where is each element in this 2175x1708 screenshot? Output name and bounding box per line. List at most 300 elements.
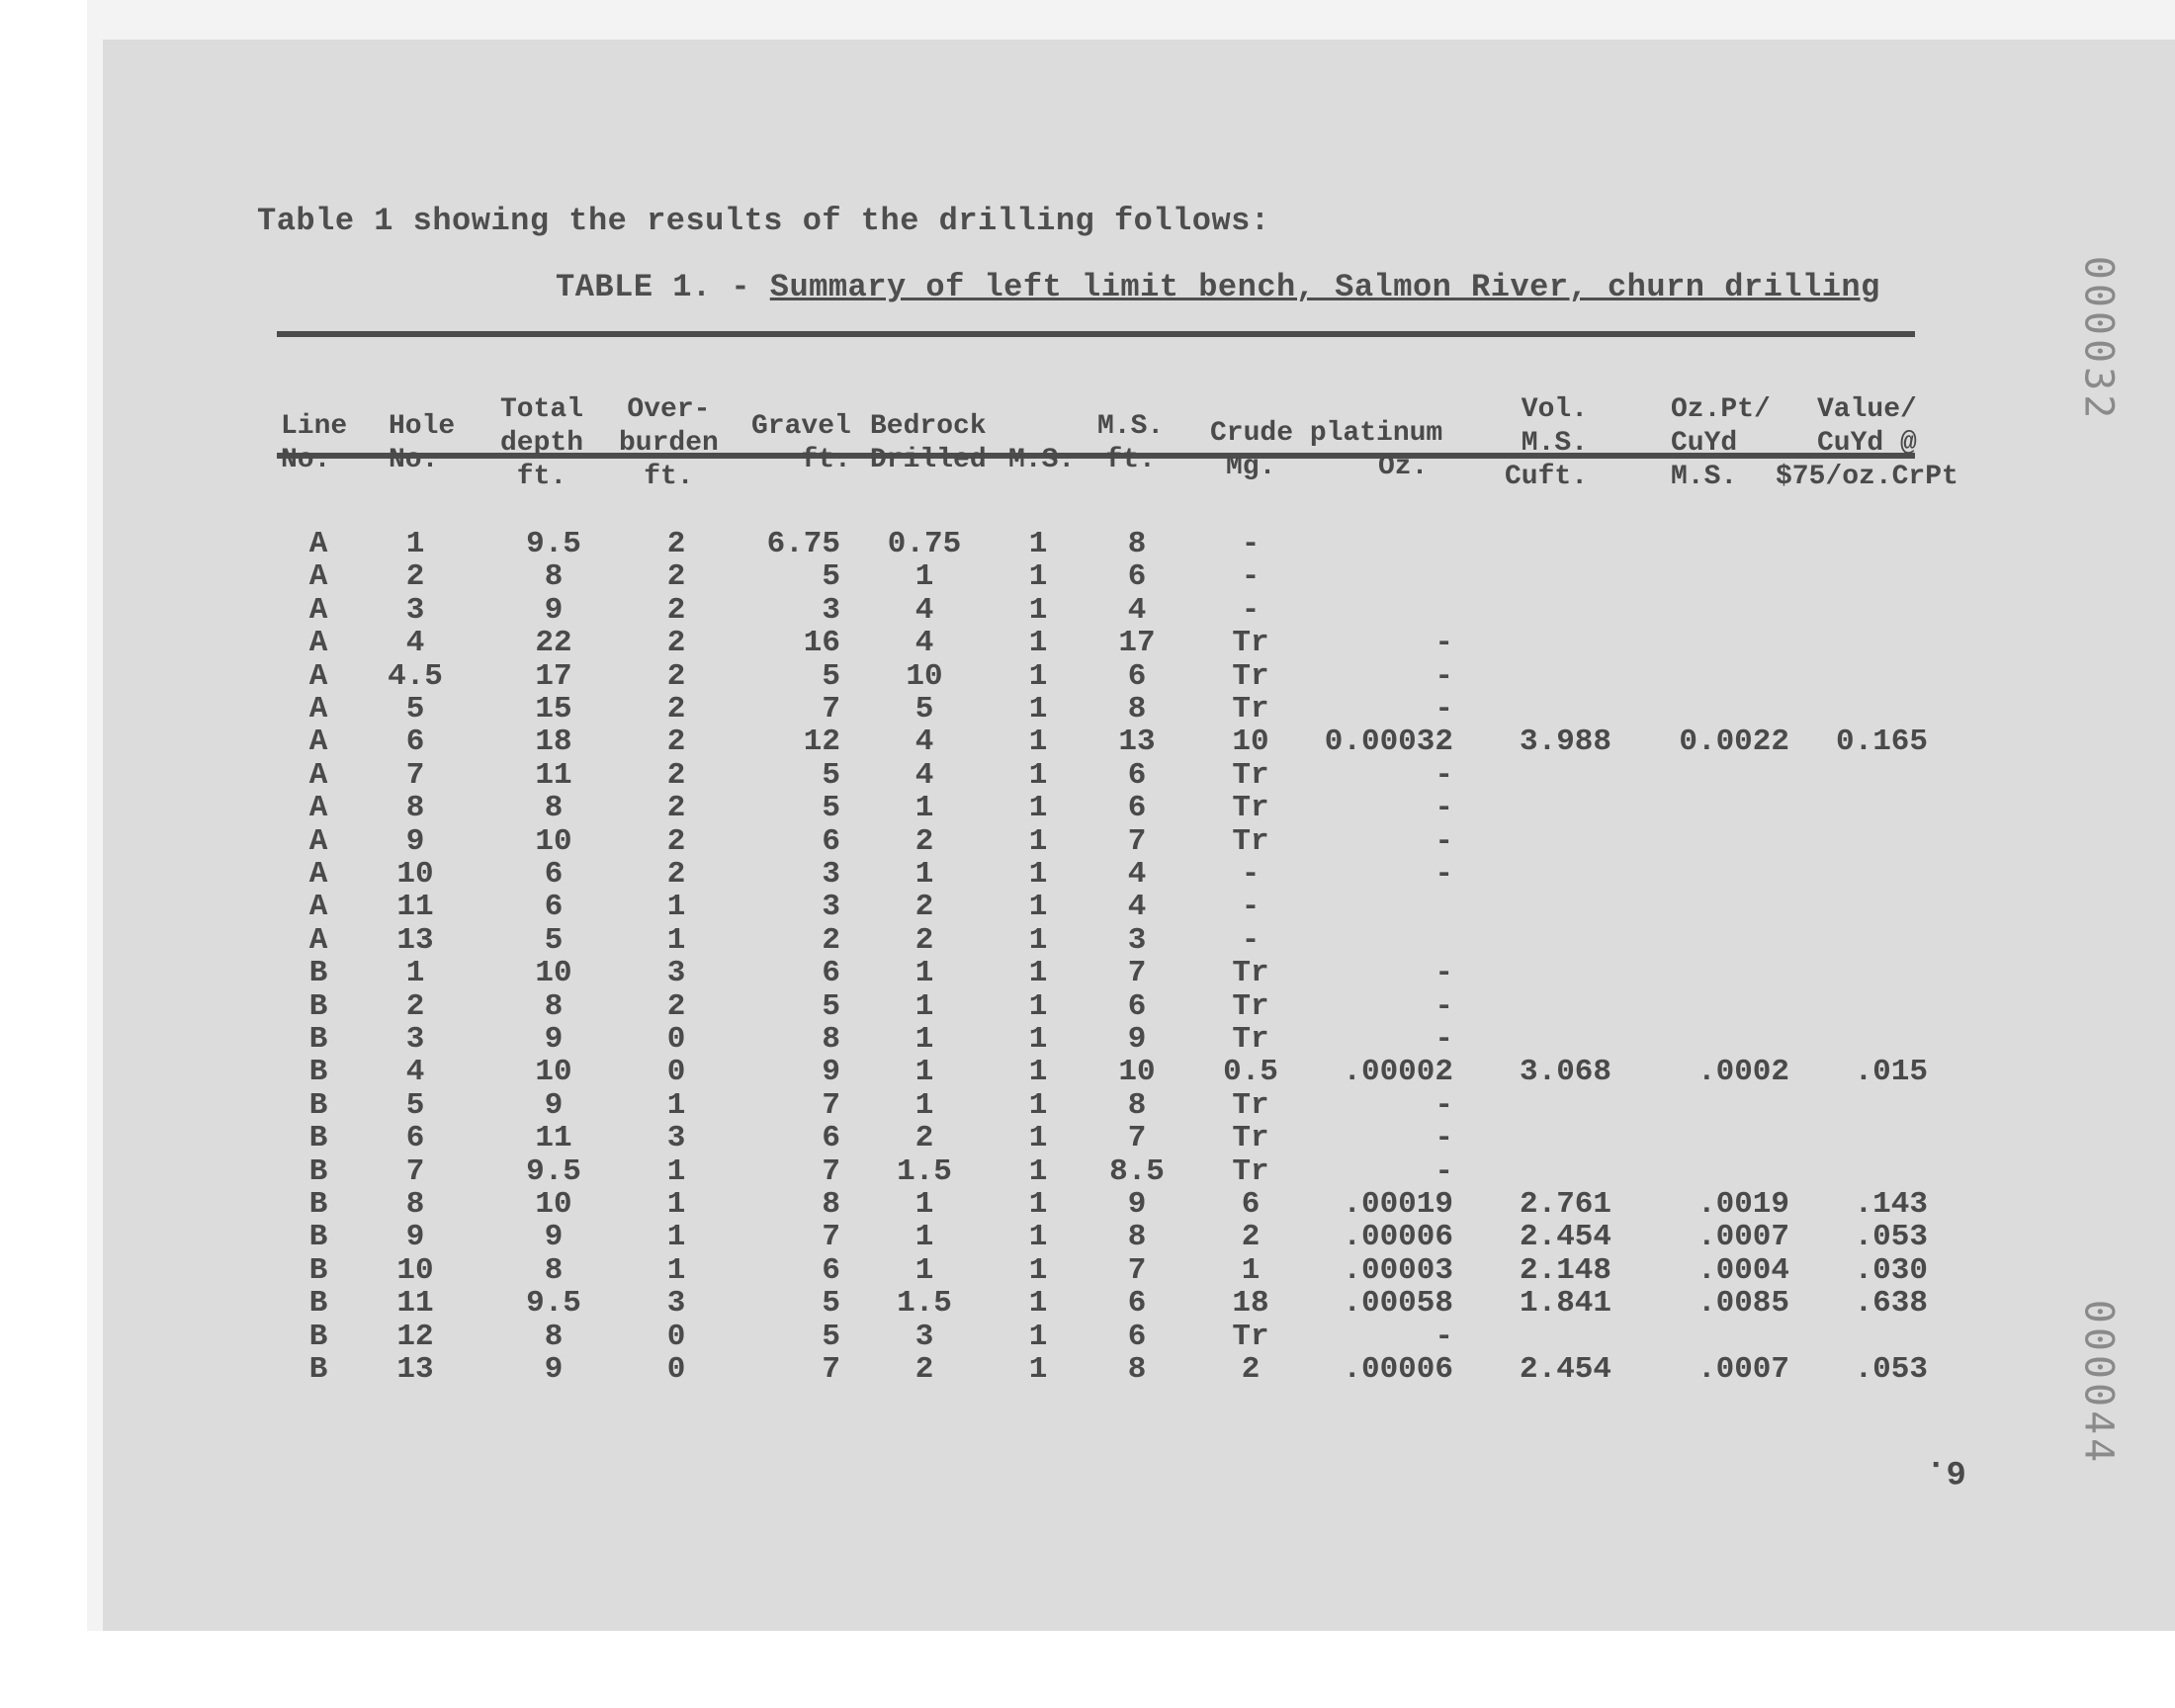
header-ms-ft: M.S. ft. xyxy=(1097,411,1165,475)
cell-ms: 1 xyxy=(1028,890,1048,925)
cell-gravel: 7 xyxy=(822,1220,840,1255)
cell-gravel: 5 xyxy=(822,1319,840,1354)
cell-bedrock: 2 xyxy=(914,1352,934,1387)
cell-total-depth: 17 xyxy=(535,658,572,694)
cell-gravel: 6 xyxy=(822,1121,840,1156)
cell-line-no: A xyxy=(308,823,328,859)
cell-crude-oz: - xyxy=(1435,956,1453,991)
cell-ms-ft: 6 xyxy=(1127,1319,1147,1354)
cell-hole-no: 13 xyxy=(396,1352,434,1387)
cell-ozpt: 0.0022 xyxy=(1679,725,1789,760)
cell-bedrock: 4 xyxy=(914,592,934,628)
cell-crude-mg: - xyxy=(1241,592,1261,628)
header-ms: M.S. xyxy=(1008,445,1076,475)
cell-total-depth: 6 xyxy=(544,857,564,892)
cell-crude-mg: Tr xyxy=(1232,1022,1269,1057)
cell-hole-no: 12 xyxy=(396,1319,434,1354)
cell-ms-ft: 8 xyxy=(1127,1087,1147,1123)
cell-ms: 1 xyxy=(1028,692,1048,726)
cell-bedrock: 1 xyxy=(914,1252,934,1288)
cell-ozpt: .0007 xyxy=(1696,1352,1789,1387)
cell-crude-mg: Tr xyxy=(1232,1319,1269,1354)
cell-crude-mg: 6 xyxy=(1241,1187,1261,1222)
cell-ms-ft: 10 xyxy=(1118,1055,1156,1090)
cell-line-no: B xyxy=(308,1022,328,1057)
cell-hole-no: 10 xyxy=(396,1252,434,1288)
table-caption-prefix: TABLE 1. - xyxy=(556,269,770,305)
header-value: Value/ CuYd @ $75/oz.CrPt xyxy=(1776,394,1958,492)
cell-gravel: 16 xyxy=(803,626,840,661)
cell-hole-no: 11 xyxy=(396,890,434,925)
cell-overburden: 0 xyxy=(666,1022,686,1057)
cell-overburden: 2 xyxy=(666,757,686,793)
header-bedrock: Bedrock Drilled xyxy=(870,411,987,475)
cell-hole-no: 2 xyxy=(405,559,425,595)
cell-ms-ft: 6 xyxy=(1127,757,1147,793)
cell-ozpt: .0007 xyxy=(1696,1220,1789,1255)
cell-line-no: A xyxy=(308,692,328,726)
cell-total-depth: 8 xyxy=(544,1252,564,1288)
cell-gravel: 8 xyxy=(822,1187,840,1222)
cell-total-depth: 8 xyxy=(544,791,564,826)
cell-hole-no: 1 xyxy=(405,956,425,991)
cell-hole-no: 6 xyxy=(405,725,425,760)
scan-margin-bottom xyxy=(0,1631,2175,1708)
cell-gravel: 5 xyxy=(822,1286,840,1322)
cell-crude-mg: Tr xyxy=(1232,956,1269,991)
cell-bedrock: 2 xyxy=(914,922,934,958)
cell-ms-ft: 6 xyxy=(1127,559,1147,595)
cell-crude-oz: .00019 xyxy=(1343,1187,1453,1222)
cell-gravel: 5 xyxy=(822,791,840,826)
cell-ms: 1 xyxy=(1028,988,1048,1024)
cell-line-no: B xyxy=(308,1187,328,1222)
cell-overburden: 2 xyxy=(666,658,686,694)
cell-line-no: A xyxy=(308,922,328,958)
cell-value: .030 xyxy=(1854,1252,1928,1288)
cell-overburden: 0 xyxy=(666,1319,686,1354)
cell-hole-no: 11 xyxy=(396,1286,434,1322)
cell-crude-oz: - xyxy=(1435,791,1453,826)
cell-ms-ft: 8 xyxy=(1127,1352,1147,1387)
cell-ms-ft: 8 xyxy=(1127,692,1147,726)
stamp-top-right: 000032 xyxy=(2075,255,2122,423)
cell-line-no: B xyxy=(308,1319,328,1354)
cell-ms: 1 xyxy=(1028,956,1048,991)
cell-overburden: 2 xyxy=(666,592,686,628)
cell-crude-oz: - xyxy=(1435,1319,1453,1354)
cell-ms-ft: 4 xyxy=(1127,592,1147,628)
cell-hole-no: 4 xyxy=(405,1055,425,1090)
cell-crude-mg: Tr xyxy=(1232,1087,1269,1123)
cell-total-depth: 11 xyxy=(535,1121,572,1156)
cell-crude-oz: - xyxy=(1435,626,1453,661)
cell-ms-ft: 9 xyxy=(1127,1187,1147,1222)
cell-ms-ft: 4 xyxy=(1127,857,1147,892)
cell-overburden: 3 xyxy=(666,1286,686,1322)
cell-total-depth: 9 xyxy=(544,1352,564,1387)
cell-bedrock: 1 xyxy=(914,1220,934,1255)
header-total-depth: Total depth ft. xyxy=(500,394,584,492)
cell-overburden: 2 xyxy=(666,559,686,595)
cell-vol: 2.454 xyxy=(1519,1352,1611,1387)
cell-gravel: 6.75 xyxy=(766,527,840,561)
cell-gravel: 5 xyxy=(822,988,840,1024)
cell-overburden: 3 xyxy=(666,1121,686,1156)
cell-ms: 1 xyxy=(1028,658,1048,694)
cell-gravel: 6 xyxy=(822,956,840,991)
header-hole-no: Hole No. xyxy=(389,411,456,475)
cell-gravel: 3 xyxy=(822,592,840,628)
table-top-rule xyxy=(277,331,1915,337)
header-crude-platinum: Crude platinum xyxy=(1210,418,1443,449)
cell-gravel: 3 xyxy=(822,890,840,925)
intro-text: Table 1 showing the results of the drilling follows: xyxy=(257,203,1270,239)
cell-total-depth: 8 xyxy=(544,559,564,595)
cell-line-no: A xyxy=(308,527,328,561)
cell-line-no: A xyxy=(308,890,328,925)
cell-overburden: 1 xyxy=(666,922,686,958)
cell-ms: 1 xyxy=(1028,1352,1048,1387)
cell-total-depth: 5 xyxy=(544,922,564,958)
cell-overburden: 2 xyxy=(666,823,686,859)
cell-line-no: B xyxy=(308,1153,328,1189)
cell-value: .053 xyxy=(1854,1220,1928,1255)
cell-hole-no: 9 xyxy=(405,1220,425,1255)
cell-total-depth: 10 xyxy=(535,823,572,859)
cell-line-no: A xyxy=(308,592,328,628)
cell-ms-ft: 8 xyxy=(1127,1220,1147,1255)
cell-gravel: 8 xyxy=(822,1022,840,1057)
cell-ozpt: .0002 xyxy=(1696,1055,1789,1090)
cell-overburden: 1 xyxy=(666,1153,686,1189)
cell-hole-no: 8 xyxy=(405,791,425,826)
cell-crude-mg: Tr xyxy=(1232,658,1269,694)
cell-crude-mg: Tr xyxy=(1232,1121,1269,1156)
cell-bedrock: 1 xyxy=(914,857,934,892)
cell-gravel: 5 xyxy=(822,658,840,694)
cell-total-depth: 10 xyxy=(535,956,572,991)
cell-ms: 1 xyxy=(1028,626,1048,661)
cell-crude-mg: Tr xyxy=(1232,692,1269,726)
cell-bedrock: 0.75 xyxy=(887,527,962,561)
cell-crude-mg: Tr xyxy=(1232,823,1269,859)
cell-ms: 1 xyxy=(1028,1187,1048,1222)
cell-hole-no: 10 xyxy=(396,857,434,892)
cell-crude-oz: - xyxy=(1435,1022,1453,1057)
cell-value: .053 xyxy=(1854,1352,1928,1387)
cell-ms: 1 xyxy=(1028,1087,1048,1123)
cell-bedrock: 2 xyxy=(914,823,934,859)
cell-gravel: 7 xyxy=(822,1153,840,1189)
cell-hole-no: 8 xyxy=(405,1187,425,1222)
cell-overburden: 3 xyxy=(666,956,686,991)
cell-ms: 1 xyxy=(1028,559,1048,595)
cell-overburden: 0 xyxy=(666,1055,686,1090)
cell-crude-mg: 2 xyxy=(1241,1352,1261,1387)
cell-bedrock: 4 xyxy=(914,626,934,661)
cell-overburden: 2 xyxy=(666,857,686,892)
cell-line-no: A xyxy=(308,857,328,892)
cell-gravel: 2 xyxy=(822,922,840,958)
cell-ms: 1 xyxy=(1028,725,1048,760)
cell-ms-ft: 8 xyxy=(1127,527,1147,561)
cell-overburden: 0 xyxy=(666,1352,686,1387)
cell-crude-oz: .00058 xyxy=(1343,1286,1453,1322)
cell-hole-no: 9 xyxy=(405,823,425,859)
cell-ms-ft: 6 xyxy=(1127,791,1147,826)
cell-crude-mg: Tr xyxy=(1232,626,1269,661)
cell-ms: 1 xyxy=(1028,1153,1048,1189)
cell-hole-no: 4 xyxy=(405,626,425,661)
cell-bedrock: 1 xyxy=(914,1187,934,1222)
cell-crude-mg: - xyxy=(1241,890,1261,925)
cell-line-no: A xyxy=(308,757,328,793)
cell-crude-oz: .00006 xyxy=(1343,1220,1453,1255)
cell-overburden: 2 xyxy=(666,791,686,826)
cell-total-depth: 9 xyxy=(544,1022,564,1057)
cell-bedrock: 1.5 xyxy=(897,1153,952,1189)
cell-value: .015 xyxy=(1854,1055,1928,1090)
cell-gravel: 12 xyxy=(803,725,840,760)
cell-line-no: B xyxy=(308,1220,328,1255)
cell-crude-mg: 0.5 xyxy=(1223,1055,1278,1090)
cell-crude-mg: 1 xyxy=(1241,1252,1261,1288)
cell-bedrock: 1 xyxy=(914,1087,934,1123)
cell-crude-mg: - xyxy=(1241,559,1261,595)
cell-ms-ft: 7 xyxy=(1127,1121,1147,1156)
cell-ms-ft: 3 xyxy=(1127,922,1147,958)
cell-bedrock: 4 xyxy=(914,757,934,793)
cell-overburden: 1 xyxy=(666,1252,686,1288)
cell-vol: 2.761 xyxy=(1519,1187,1611,1222)
cell-crude-mg: Tr xyxy=(1232,1153,1269,1189)
cell-ms-ft: 6 xyxy=(1127,658,1147,694)
cell-hole-no: 3 xyxy=(405,592,425,628)
cell-crude-oz: .00003 xyxy=(1343,1252,1453,1288)
cell-line-no: B xyxy=(308,1055,328,1090)
cell-total-depth: 6 xyxy=(544,890,564,925)
cell-crude-oz: - xyxy=(1435,823,1453,859)
cell-overburden: 2 xyxy=(666,527,686,561)
cell-gravel: 9 xyxy=(822,1055,840,1090)
cell-total-depth: 9.5 xyxy=(526,1153,581,1189)
cell-overburden: 1 xyxy=(666,1220,686,1255)
cell-bedrock: 10 xyxy=(906,658,943,694)
cell-vol: 3.068 xyxy=(1519,1055,1611,1090)
cell-crude-oz: - xyxy=(1435,988,1453,1024)
cell-bedrock: 2 xyxy=(914,1121,934,1156)
header-line-no: Line No. xyxy=(281,411,348,475)
cell-line-no: B xyxy=(308,1121,328,1156)
cell-ms-ft: 7 xyxy=(1127,823,1147,859)
cell-crude-oz: - xyxy=(1435,857,1453,892)
cell-crude-oz: - xyxy=(1435,757,1453,793)
cell-overburden: 1 xyxy=(666,1187,686,1222)
cell-hole-no: 1 xyxy=(405,527,425,561)
cell-ms-ft: 7 xyxy=(1127,956,1147,991)
header-ozpt: Oz.Pt/ CuYd M.S. xyxy=(1671,394,1771,492)
cell-bedrock: 4 xyxy=(914,725,934,760)
cell-gravel: 7 xyxy=(822,692,840,726)
cell-ms-ft: 17 xyxy=(1118,626,1156,661)
cell-crude-mg: Tr xyxy=(1232,988,1269,1024)
cell-overburden: 2 xyxy=(666,988,686,1024)
cell-gravel: 6 xyxy=(822,1252,840,1288)
cell-ms-ft: 4 xyxy=(1127,890,1147,925)
cell-ms: 1 xyxy=(1028,1055,1048,1090)
cell-ms-ft: 6 xyxy=(1127,988,1147,1024)
cell-hole-no: 7 xyxy=(405,1153,425,1189)
header-mg: Mg. xyxy=(1226,452,1276,482)
cell-total-depth: 8 xyxy=(544,988,564,1024)
cell-crude-oz: .00006 xyxy=(1343,1352,1453,1387)
cell-gravel: 3 xyxy=(822,857,840,892)
cell-crude-oz: - xyxy=(1435,1153,1453,1189)
cell-ms: 1 xyxy=(1028,1252,1048,1288)
cell-ms: 1 xyxy=(1028,1121,1048,1156)
cell-line-no: A xyxy=(308,658,328,694)
cell-line-no: B xyxy=(308,956,328,991)
cell-value: .638 xyxy=(1854,1286,1928,1322)
cell-line-no: A xyxy=(308,725,328,760)
cell-total-depth: 9 xyxy=(544,1220,564,1255)
cell-ms: 1 xyxy=(1028,791,1048,826)
cell-vol: 2.454 xyxy=(1519,1220,1611,1255)
header-gravel: Gravel ft. xyxy=(751,411,851,475)
cell-bedrock: 1 xyxy=(914,956,934,991)
cell-hole-no: 13 xyxy=(396,922,434,958)
cell-line-no: B xyxy=(308,1087,328,1123)
cell-bedrock: 2 xyxy=(914,890,934,925)
cell-bedrock: 1 xyxy=(914,988,934,1024)
cell-ms-ft: 13 xyxy=(1118,725,1156,760)
cell-gravel: 7 xyxy=(822,1087,840,1123)
cell-bedrock: 1 xyxy=(914,1055,934,1090)
cell-ms: 1 xyxy=(1028,823,1048,859)
header-overburden: Over- burden ft. xyxy=(619,394,719,492)
cell-crude-mg: Tr xyxy=(1232,791,1269,826)
cell-ms: 1 xyxy=(1028,757,1048,793)
header-vol: Vol. M.S. Cuft. xyxy=(1505,394,1589,492)
cell-hole-no: 3 xyxy=(405,1022,425,1057)
cell-crude-oz: 0.00032 xyxy=(1324,725,1453,760)
cell-bedrock: 5 xyxy=(914,692,934,726)
scan-margin-left xyxy=(0,0,87,1708)
cell-ms: 1 xyxy=(1028,922,1048,958)
cell-vol: 3.988 xyxy=(1519,725,1611,760)
cell-crude-oz: - xyxy=(1435,1121,1453,1156)
cell-line-no: A xyxy=(308,791,328,826)
table-caption-title: Summary of left limit bench, Salmon River, churn drilling xyxy=(769,269,1880,305)
cell-ms-ft: 8.5 xyxy=(1109,1153,1165,1189)
cell-total-depth: 9 xyxy=(544,1087,564,1123)
cell-total-depth: 11 xyxy=(535,757,572,793)
cell-ms: 1 xyxy=(1028,857,1048,892)
cell-crude-oz: .00002 xyxy=(1343,1055,1453,1090)
cell-crude-mg: - xyxy=(1241,922,1261,958)
cell-total-depth: 10 xyxy=(535,1055,572,1090)
cell-hole-no: 7 xyxy=(405,757,425,793)
cell-bedrock: 1.5 xyxy=(897,1286,952,1322)
cell-hole-no: 6 xyxy=(405,1121,425,1156)
cell-crude-oz: - xyxy=(1435,1087,1453,1123)
cell-crude-mg: - xyxy=(1241,527,1261,561)
cell-crude-oz: - xyxy=(1435,658,1453,694)
cell-overburden: 2 xyxy=(666,692,686,726)
cell-hole-no: 5 xyxy=(405,692,425,726)
cell-total-depth: 15 xyxy=(535,692,572,726)
cell-ozpt: .0004 xyxy=(1696,1252,1789,1288)
table-caption xyxy=(556,269,1880,305)
cell-ms: 1 xyxy=(1028,1220,1048,1255)
cell-total-depth: 10 xyxy=(535,1187,572,1222)
cell-ms: 1 xyxy=(1028,1022,1048,1057)
cell-crude-mg: 10 xyxy=(1232,725,1269,760)
cell-crude-mg: - xyxy=(1241,857,1261,892)
cell-bedrock: 1 xyxy=(914,559,934,595)
cell-gravel: 5 xyxy=(822,559,840,595)
cell-total-depth: 9.5 xyxy=(526,1286,581,1322)
cell-total-depth: 9 xyxy=(544,592,564,628)
cell-ozpt: .0085 xyxy=(1696,1286,1789,1322)
cell-ms-ft: 6 xyxy=(1127,1286,1147,1322)
cell-line-no: B xyxy=(308,1352,328,1387)
cell-ms-ft: 7 xyxy=(1127,1252,1147,1288)
cell-gravel: 7 xyxy=(822,1352,840,1387)
cell-ms: 1 xyxy=(1028,1319,1048,1354)
cell-ozpt: .0019 xyxy=(1696,1187,1789,1222)
cell-hole-no: 4.5 xyxy=(388,658,443,694)
cell-overburden: 1 xyxy=(666,890,686,925)
page-number: 6. xyxy=(1926,1451,1966,1489)
cell-total-depth: 18 xyxy=(535,725,572,760)
cell-ms-ft: 9 xyxy=(1127,1022,1147,1057)
cell-line-no: B xyxy=(308,1252,328,1288)
cell-vol: 1.841 xyxy=(1519,1286,1611,1322)
cell-total-depth: 9.5 xyxy=(526,527,581,561)
cell-value: 0.165 xyxy=(1835,725,1928,760)
cell-hole-no: 5 xyxy=(405,1087,425,1123)
cell-line-no: A xyxy=(308,559,328,595)
cell-total-depth: 22 xyxy=(535,626,572,661)
cell-hole-no: 2 xyxy=(405,988,425,1024)
cell-ms: 1 xyxy=(1028,592,1048,628)
cell-bedrock: 1 xyxy=(914,1022,934,1057)
cell-overburden: 2 xyxy=(666,626,686,661)
header-oz: Oz. xyxy=(1378,452,1429,482)
cell-line-no: A xyxy=(308,626,328,661)
cell-gravel: 5 xyxy=(822,757,840,793)
cell-line-no: B xyxy=(308,1286,328,1322)
cell-ms: 1 xyxy=(1028,527,1048,561)
cell-bedrock: 3 xyxy=(914,1319,934,1354)
cell-line-no: B xyxy=(308,988,328,1024)
cell-vol: 2.148 xyxy=(1519,1252,1611,1288)
cell-crude-mg: 2 xyxy=(1241,1220,1261,1255)
cell-overburden: 2 xyxy=(666,725,686,760)
cell-gravel: 6 xyxy=(822,823,840,859)
cell-crude-mg: Tr xyxy=(1232,757,1269,793)
cell-overburden: 1 xyxy=(666,1087,686,1123)
cell-ms: 1 xyxy=(1028,1286,1048,1322)
stamp-bottom-right: 000044 xyxy=(2075,1299,2122,1467)
cell-crude-oz: - xyxy=(1435,692,1453,726)
cell-total-depth: 8 xyxy=(544,1319,564,1354)
cell-bedrock: 1 xyxy=(914,791,934,826)
cell-value: .143 xyxy=(1854,1187,1928,1222)
cell-crude-mg: 18 xyxy=(1232,1286,1269,1322)
